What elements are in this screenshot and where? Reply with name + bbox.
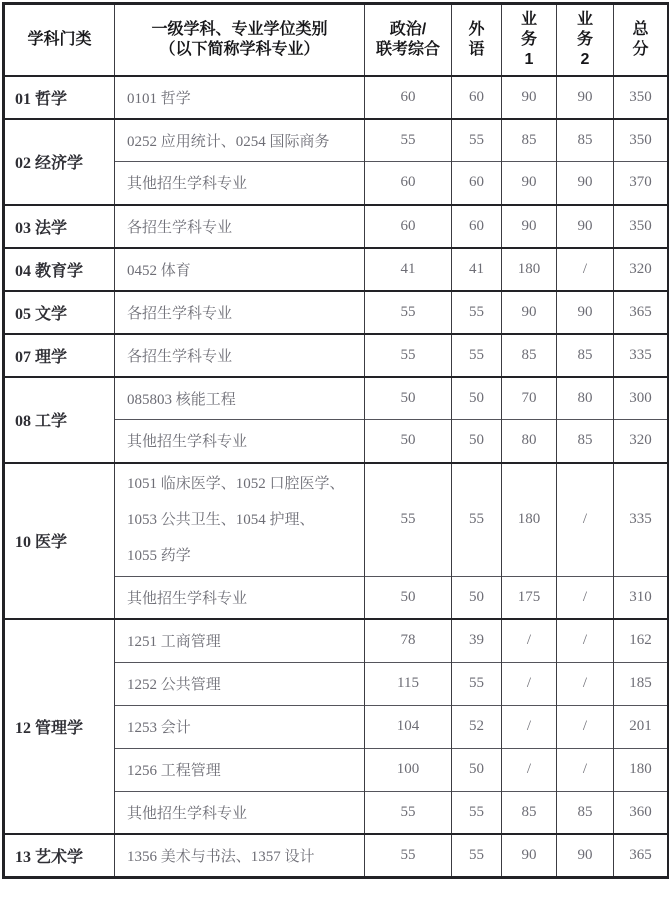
business-1-score: /: [502, 619, 557, 662]
table-row: [4, 377, 669, 420]
major-cell-line: 1051 临床医学、1052 口腔医学、: [127, 475, 345, 492]
major-cell: [115, 463, 365, 577]
table-row: [4, 463, 669, 577]
major-cell: 1356 美术与书法、1357 设计: [115, 834, 365, 877]
column-header-line: 分: [632, 40, 649, 58]
business-1-score: 85: [502, 334, 557, 377]
foreign-language-score: 50: [452, 377, 502, 420]
category-cell: 05 文学: [4, 291, 115, 334]
major-cell: 其他招生学科专业: [115, 791, 365, 834]
category-cell: 03 法学: [4, 205, 115, 248]
total-score: 360: [614, 791, 669, 834]
business-2-score: /: [557, 748, 614, 791]
foreign-language-score: 39: [452, 619, 502, 662]
business-1-score: 85: [502, 119, 557, 162]
column-header-line: （以下简称学科专业）: [159, 40, 320, 58]
column-header-total-score: [614, 4, 669, 76]
politics-score: 115: [365, 662, 452, 705]
category-cell: 02 经济学: [4, 119, 115, 205]
table-row: [4, 205, 669, 248]
major-cell-line: 1053 公共卫生、1054 护理、: [127, 511, 315, 528]
major-cell: 0452 体育: [115, 248, 365, 291]
table-body: [4, 76, 669, 878]
table-row: [4, 119, 669, 162]
business-2-score: 85: [557, 334, 614, 377]
column-header-major: [115, 4, 365, 76]
foreign-language-score: 55: [452, 291, 502, 334]
total-score: 320: [614, 420, 669, 463]
column-header-business-2: [557, 4, 614, 76]
column-header-line: 联考综合: [375, 40, 440, 58]
foreign-language-score: 50: [452, 420, 502, 463]
business-1-score: /: [502, 748, 557, 791]
politics-score: 104: [365, 705, 452, 748]
business-2-score: /: [557, 662, 614, 705]
column-header-business-1: [502, 4, 557, 76]
foreign-language-score: 55: [452, 791, 502, 834]
major-cell: 各招生学科专业: [115, 205, 365, 248]
foreign-language-score: 50: [452, 748, 502, 791]
table-row: [4, 619, 669, 662]
column-header-line: 业: [576, 10, 593, 28]
total-score: 310: [614, 576, 669, 619]
business-1-score: 70: [502, 377, 557, 420]
table-row: [4, 291, 669, 334]
business-1-score: /: [502, 662, 557, 705]
politics-score: 55: [365, 463, 452, 577]
politics-score: 55: [365, 334, 452, 377]
major-cell: 0252 应用统计、0254 国际商务: [115, 119, 365, 162]
column-header-line: 一级学科、专业学位类别: [151, 20, 328, 38]
category-cell: 01 哲学: [4, 76, 115, 119]
politics-score: 55: [365, 791, 452, 834]
business-2-score: 90: [557, 76, 614, 119]
column-header-line: 2: [580, 50, 590, 68]
business-2-score: 90: [557, 205, 614, 248]
total-score: 320: [614, 248, 669, 291]
major-cell: 各招生学科专业: [115, 334, 365, 377]
total-score: 300: [614, 377, 669, 420]
category-cell: 08 工学: [4, 377, 115, 463]
business-1-score: 180: [502, 463, 557, 577]
politics-score: 100: [365, 748, 452, 791]
major-cell: 其他招生学科专业: [115, 162, 365, 205]
total-score: 365: [614, 834, 669, 877]
column-header-line: 务: [520, 30, 537, 48]
category-cell: 12 管理学: [4, 619, 115, 834]
business-2-score: /: [557, 463, 614, 577]
business-1-score: 90: [502, 291, 557, 334]
major-cell: 各招生学科专业: [115, 291, 365, 334]
foreign-language-score: 60: [452, 76, 502, 119]
total-score: 365: [614, 291, 669, 334]
column-header-category: [4, 4, 115, 76]
category-cell: 04 教育学: [4, 248, 115, 291]
major-cell: 1253 会计: [115, 705, 365, 748]
column-header-line: 政治/: [389, 20, 427, 38]
business-1-score: 90: [502, 834, 557, 877]
major-cell: 其他招生学科专业: [115, 576, 365, 619]
foreign-language-score: 55: [452, 119, 502, 162]
politics-score: 60: [365, 76, 452, 119]
business-1-score: /: [502, 705, 557, 748]
politics-score: 78: [365, 619, 452, 662]
total-score: 162: [614, 619, 669, 662]
table-header: [4, 4, 669, 76]
admission-score-table: [2, 2, 669, 879]
major-cell: 085803 核能工程: [115, 377, 365, 420]
table-row: [4, 248, 669, 291]
foreign-language-score: 55: [452, 834, 502, 877]
total-score: 335: [614, 334, 669, 377]
foreign-language-score: 52: [452, 705, 502, 748]
business-2-score: /: [557, 248, 614, 291]
politics-score: 50: [365, 420, 452, 463]
category-cell: 13 艺术学: [4, 834, 115, 877]
business-1-score: 90: [502, 162, 557, 205]
politics-score: 55: [365, 119, 452, 162]
major-cell-line: 1055 药学: [127, 547, 191, 564]
total-score: 370: [614, 162, 669, 205]
major-cell: 0101 哲学: [115, 76, 365, 119]
category-cell: 10 医学: [4, 463, 115, 620]
foreign-language-score: 55: [452, 334, 502, 377]
business-2-score: /: [557, 619, 614, 662]
total-score: 180: [614, 748, 669, 791]
foreign-language-score: 41: [452, 248, 502, 291]
total-score: 335: [614, 463, 669, 577]
column-header-line: 业: [520, 10, 537, 28]
foreign-language-score: 55: [452, 463, 502, 577]
business-1-score: 80: [502, 420, 557, 463]
table-row: [4, 76, 669, 119]
business-1-score: 85: [502, 791, 557, 834]
total-score: 185: [614, 662, 669, 705]
column-header-line: 语: [468, 40, 485, 58]
total-score: 350: [614, 205, 669, 248]
foreign-language-score: 60: [452, 205, 502, 248]
category-cell: 07 理学: [4, 334, 115, 377]
major-cell: 其他招生学科专业: [115, 420, 365, 463]
column-header-line: 外: [468, 20, 485, 38]
politics-score: 50: [365, 576, 452, 619]
column-header-line: 学科门类: [27, 30, 92, 48]
foreign-language-score: 50: [452, 576, 502, 619]
foreign-language-score: 55: [452, 662, 502, 705]
business-2-score: 85: [557, 791, 614, 834]
business-2-score: /: [557, 576, 614, 619]
column-header-line: 总: [632, 20, 649, 38]
business-1-score: 90: [502, 76, 557, 119]
major-cell: 1256 工程管理: [115, 748, 365, 791]
business-1-score: 180: [502, 248, 557, 291]
column-header-line: 1: [524, 50, 534, 68]
major-cell: 1251 工商管理: [115, 619, 365, 662]
column-header-foreign-language: [452, 4, 502, 76]
business-2-score: 85: [557, 420, 614, 463]
total-score: 201: [614, 705, 669, 748]
business-1-score: 175: [502, 576, 557, 619]
foreign-language-score: 60: [452, 162, 502, 205]
business-2-score: 90: [557, 834, 614, 877]
column-header-politics: [365, 4, 452, 76]
politics-score: 41: [365, 248, 452, 291]
business-2-score: 90: [557, 291, 614, 334]
total-score: 350: [614, 119, 669, 162]
header-row: [4, 4, 669, 76]
politics-score: 55: [365, 834, 452, 877]
business-2-score: 90: [557, 162, 614, 205]
business-2-score: /: [557, 705, 614, 748]
politics-score: 50: [365, 377, 452, 420]
table-row: [4, 334, 669, 377]
politics-score: 55: [365, 291, 452, 334]
business-2-score: 85: [557, 119, 614, 162]
major-cell: 1252 公共管理: [115, 662, 365, 705]
total-score: 350: [614, 76, 669, 119]
business-1-score: 90: [502, 205, 557, 248]
business-2-score: 80: [557, 377, 614, 420]
table-row: [4, 834, 669, 877]
column-header-line: 务: [576, 30, 593, 48]
politics-score: 60: [365, 205, 452, 248]
politics-score: 60: [365, 162, 452, 205]
